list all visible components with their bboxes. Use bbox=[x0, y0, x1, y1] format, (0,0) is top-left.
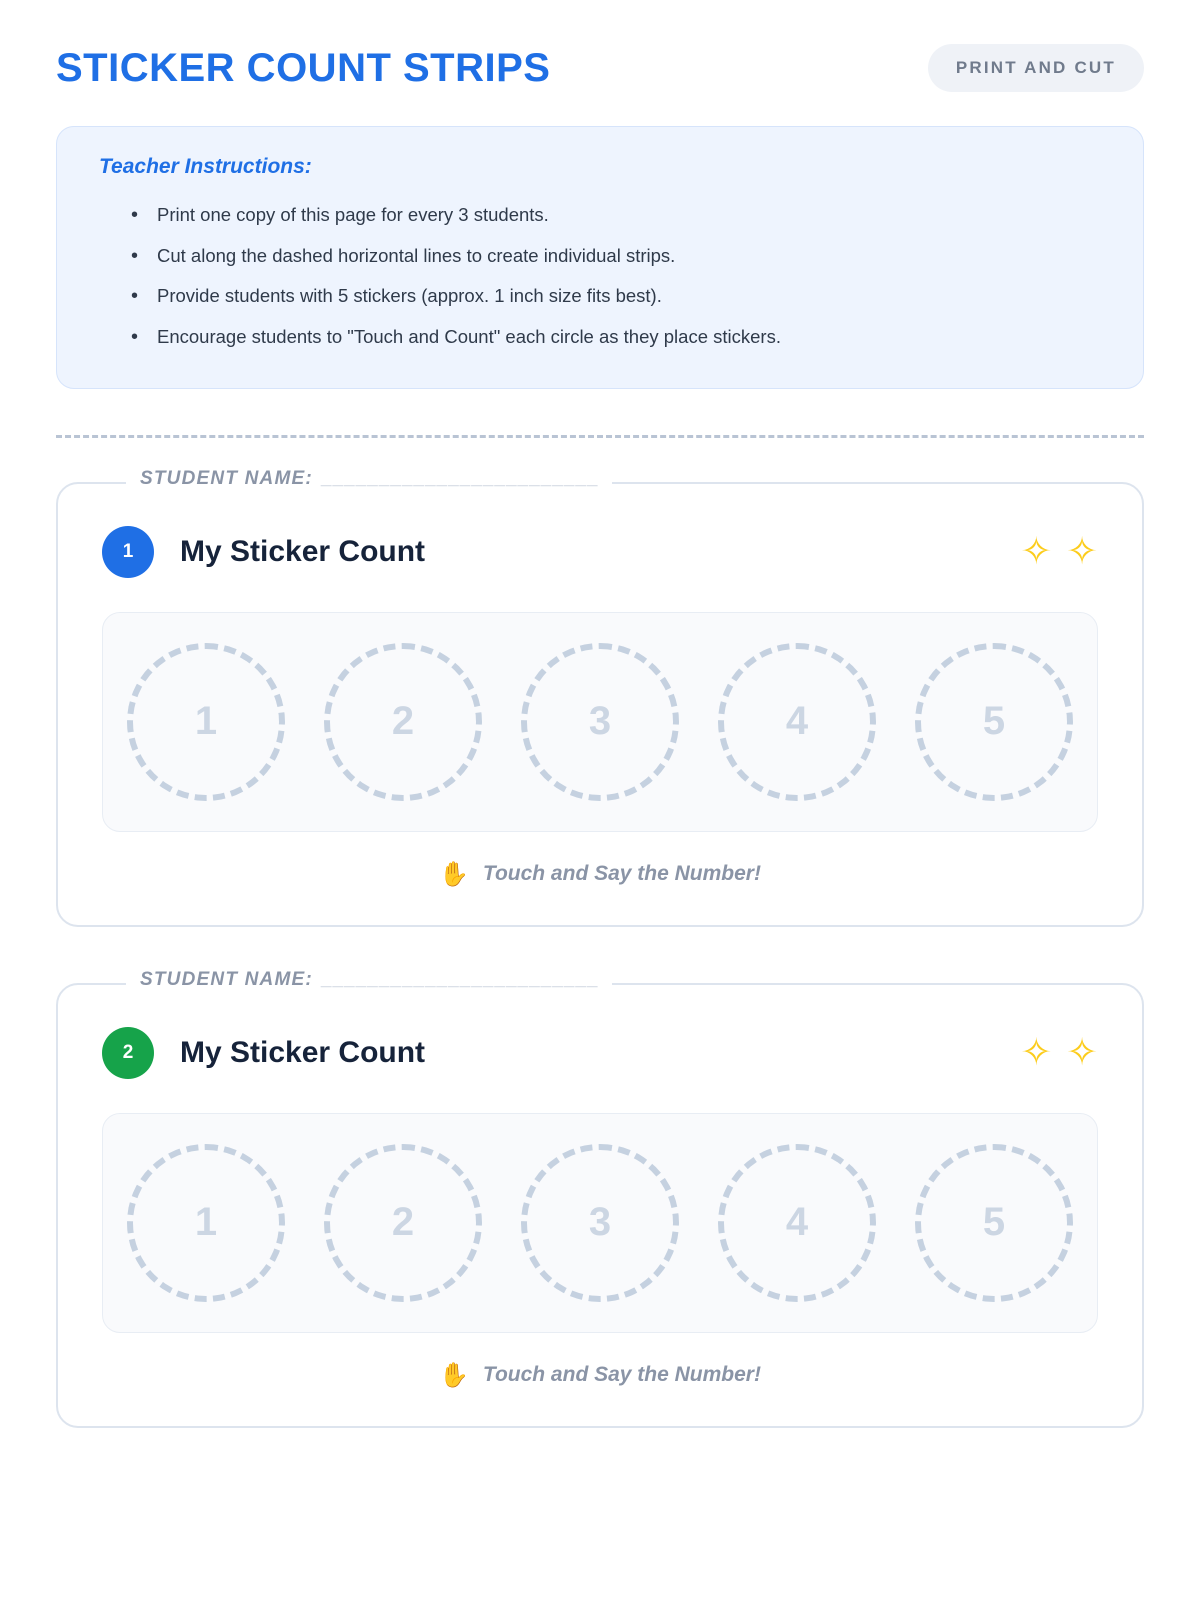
count-circle[interactable]: 2 bbox=[324, 643, 482, 801]
sparkle-group bbox=[1020, 530, 1098, 573]
sparkle-icon: ✧ bbox=[1020, 1031, 1053, 1074]
strip-number-badge: 2 bbox=[102, 1027, 154, 1079]
touch-and-say-row bbox=[102, 860, 1098, 889]
strip-number-badge: 1 bbox=[102, 526, 154, 578]
instruction-item: • Encourage students to "Touch and Count" each circle as they place stickers. bbox=[123, 317, 1103, 358]
student-name-label: STUDENT NAME: bbox=[140, 968, 313, 990]
print-and-cut-badge: PRINT AND CUT bbox=[928, 44, 1144, 92]
hand-icon: ✋ bbox=[439, 860, 469, 888]
strip-header bbox=[102, 1027, 1098, 1079]
sparkle-icon: ✧ bbox=[1066, 1031, 1098, 1074]
student-name-write-line[interactable]: ________________________ bbox=[320, 467, 599, 489]
circle-tray bbox=[102, 1113, 1098, 1333]
cut-line-divider bbox=[56, 435, 1144, 438]
count-circle[interactable]: 5 bbox=[915, 643, 1073, 801]
sticker-strip bbox=[56, 968, 1144, 1428]
page-header bbox=[56, 44, 1144, 92]
student-name-write-line[interactable]: ________________________ bbox=[320, 968, 599, 990]
strip-card bbox=[56, 983, 1144, 1428]
teacher-instructions-box bbox=[56, 126, 1144, 389]
strip-title: My Sticker Count bbox=[180, 1035, 426, 1069]
sparkle-icon: ✧ bbox=[1020, 530, 1053, 573]
touch-and-say-text: Touch and Say the Number! bbox=[482, 1363, 761, 1387]
teacher-instructions-title: Teacher Instructions: bbox=[99, 155, 312, 178]
count-circle[interactable]: 4 bbox=[718, 1144, 876, 1302]
sticker-strip bbox=[56, 467, 1144, 927]
count-circle[interactable]: 2 bbox=[324, 1144, 482, 1302]
page-title: STICKER COUNT STRIPS bbox=[56, 46, 551, 90]
strip-title: My Sticker Count bbox=[180, 534, 426, 568]
circle-tray bbox=[102, 612, 1098, 832]
strip-header bbox=[102, 526, 1098, 578]
hand-icon: ✋ bbox=[439, 1361, 469, 1389]
sparkle-group bbox=[1020, 1031, 1098, 1074]
count-circle[interactable]: 1 bbox=[127, 1144, 285, 1302]
strip-card bbox=[56, 482, 1144, 927]
student-name-row bbox=[126, 468, 612, 490]
touch-and-say-row bbox=[102, 1361, 1098, 1390]
instruction-item: • Cut along the dashed horizontal lines to create individual strips. bbox=[123, 236, 1103, 277]
count-circle[interactable]: 1 bbox=[127, 643, 285, 801]
instruction-item: • Provide students with 5 stickers (approx. 1 inch size fits best). bbox=[123, 276, 1103, 317]
count-circle[interactable]: 5 bbox=[915, 1144, 1073, 1302]
student-name-row bbox=[126, 969, 612, 991]
touch-and-say-text: Touch and Say the Number! bbox=[482, 862, 761, 886]
count-circle[interactable]: 4 bbox=[718, 643, 876, 801]
student-name-label: STUDENT NAME: bbox=[140, 467, 313, 489]
count-circle[interactable]: 3 bbox=[521, 1144, 679, 1302]
count-circle[interactable]: 3 bbox=[521, 643, 679, 801]
teacher-instructions-list bbox=[97, 195, 1103, 358]
instruction-item: • Print one copy of this page for every 3 students. bbox=[123, 195, 1103, 236]
sparkle-icon: ✧ bbox=[1066, 530, 1098, 573]
